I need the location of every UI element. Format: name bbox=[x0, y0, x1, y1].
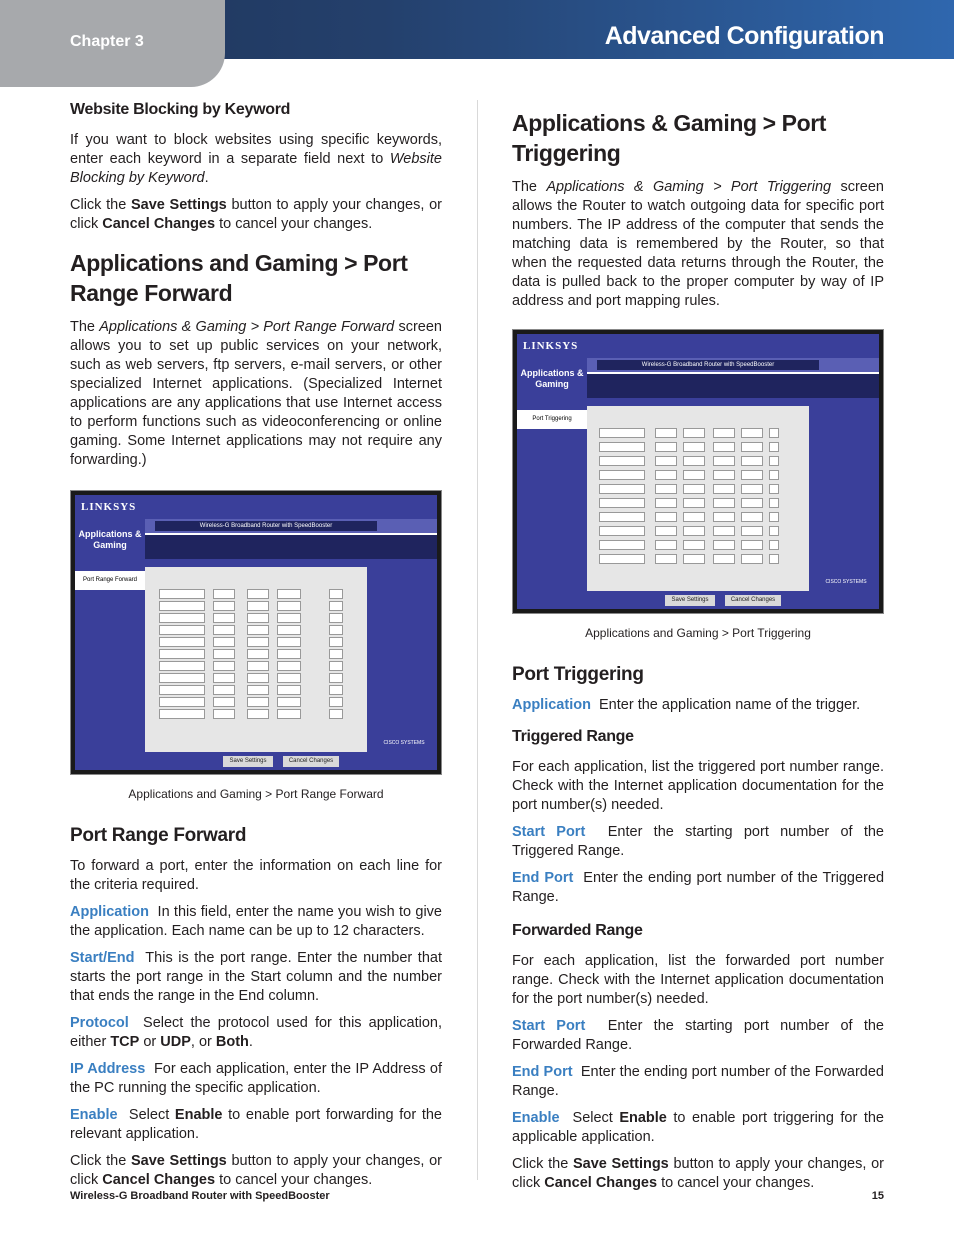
page-title: Advanced Configuration bbox=[604, 22, 884, 50]
column-divider bbox=[477, 100, 478, 1180]
port-triggering-intro: The Applications & Gaming > Port Triggering screen allows the Router to watch outgoing data for specific port numbers. The IP address of the computer that sends the matching data is remembered by the Router, so that when the requested data returns through the Router, the data is pulled back to the proper computer by way of IP address and port mapping rules. bbox=[512, 179, 884, 309]
triggered-range-heading: Triggered Range bbox=[512, 728, 634, 745]
footer-product-name: Wireless-G Broadband Router with SpeedBooster bbox=[70, 1190, 330, 1202]
port-triggering-screenshot bbox=[512, 329, 884, 614]
router-nav bbox=[587, 374, 879, 398]
forwarded-start-port-entry: Start Port Enter the starting port number of the Forwarded Range. bbox=[512, 1018, 884, 1053]
blocking-paragraph: If you want to block websites using specific keywords, enter each keyword in a separate field next to Website Blocking by Keyword. bbox=[70, 132, 442, 186]
website-blocking-heading: Website Blocking by Keyword bbox=[70, 101, 291, 118]
screenshot-page-label: Port Triggering bbox=[517, 410, 587, 429]
linksys-logo: LINKSYS bbox=[523, 340, 579, 352]
chapter-label: Chapter 3 bbox=[70, 33, 144, 50]
linksys-logo: LINKSYS bbox=[81, 501, 137, 513]
enable-entry: Enable Select Enable to enable port forwarding for the relevant application. bbox=[70, 1107, 442, 1142]
triggered-range-intro: For each application, list the triggered port number range. Check with the Internet application documentation for the port number(s) needed. bbox=[512, 759, 884, 813]
application-entry: Application In this field, enter the name you wish to give the application. Each name can be up to 12 characters. bbox=[70, 904, 442, 939]
protocol-entry: Protocol Select the protocol used for this application, either TCP or UDP, or Both. bbox=[70, 1015, 442, 1050]
chapter-tab bbox=[0, 0, 225, 87]
final-save-paragraph: Click the Save Settings button to apply your changes, or click Cancel Changes to cancel your changes. bbox=[70, 1153, 442, 1188]
cisco-logo: CISCO SYSTEMS bbox=[383, 740, 425, 746]
page-number: 15 bbox=[871, 1190, 884, 1202]
router-nav bbox=[145, 535, 437, 559]
blocking-save-paragraph: Click the Save Settings button to apply your changes, or click Cancel Changes to cancel your changes. bbox=[70, 197, 442, 232]
port-range-forward-intro: The Applications & Gaming > Port Range Forward screen allows you to set up public services on your network, such as web servers, ftp servers, e-mail servers, or other specialized Internet applications. (Specialized Internet applications are any applications that use Internet access to perform functions such as videoconferencing or online gaming. Some Internet applications may not require any forwarding.) bbox=[70, 319, 442, 468]
port-range-form bbox=[145, 567, 367, 752]
cancel-changes-button: Cancel Changes bbox=[283, 756, 339, 767]
port-range-forward-screenshot bbox=[70, 490, 442, 775]
product-banner: Wireless-G Broadband Router with SpeedBooster bbox=[155, 521, 377, 531]
forwarded-range-intro: For each application, list the forwarded port number range. Check with the Internet application documentation for the port number(s) needed. bbox=[512, 953, 884, 1007]
section-label: Applications & Gaming bbox=[520, 368, 584, 389]
enable-entry: Enable Select Enable to enable port triggering for the applicable application. bbox=[512, 1110, 884, 1145]
product-banner: Wireless-G Broadband Router with SpeedBooster bbox=[597, 360, 819, 370]
prf-intro: To forward a port, enter the information on each line for the criteria required. bbox=[70, 858, 442, 893]
left-column bbox=[70, 100, 442, 1198]
final-save-paragraph: Click the Save Settings button to apply your changes, or click Cancel Changes to cancel your changes. bbox=[512, 1156, 884, 1191]
forwarded-end-port-entry: End Port Enter the ending port number of the Forwarded Range. bbox=[512, 1064, 884, 1099]
port-range-forward-heading: Port Range Forward bbox=[70, 825, 247, 846]
section-label: Applications & Gaming bbox=[78, 529, 142, 550]
port-triggering-section-heading: Applications & Gaming > Port Triggering bbox=[512, 110, 827, 166]
forwarded-range-heading: Forwarded Range bbox=[512, 922, 643, 939]
cancel-changes-button: Cancel Changes bbox=[725, 595, 781, 606]
right-column bbox=[512, 108, 884, 1201]
triggered-end-port-entry: End Port Enter the ending port number of the Triggered Range. bbox=[512, 870, 885, 905]
cisco-logo: CISCO SYSTEMS bbox=[825, 579, 867, 585]
triggered-start-port-entry: Start Port Enter the starting port number of the Triggered Range. bbox=[512, 824, 884, 859]
figure-caption: Applications and Gaming > Port Range Forward bbox=[128, 787, 384, 801]
ip-address-entry: IP Address For each application, enter the IP Address of the PC running the specific application. bbox=[70, 1061, 442, 1096]
save-settings-button: Save Settings bbox=[223, 756, 273, 767]
application-entry: Application Enter the application name of the trigger. bbox=[512, 697, 861, 713]
save-settings-button: Save Settings bbox=[665, 595, 715, 606]
port-triggering-form bbox=[587, 406, 809, 591]
port-range-forward-section-heading: Applications and Gaming > Port Range Forward bbox=[70, 250, 408, 306]
start-end-entry: Start/End This is the port range. Enter the number that starts the port range in the Start column and the number that ends the range in the End column. bbox=[70, 950, 442, 1004]
figure-caption: Applications and Gaming > Port Triggering bbox=[585, 626, 811, 640]
port-triggering-heading: Port Triggering bbox=[512, 664, 644, 685]
screenshot-page-label: Port Range Forward bbox=[75, 571, 145, 590]
